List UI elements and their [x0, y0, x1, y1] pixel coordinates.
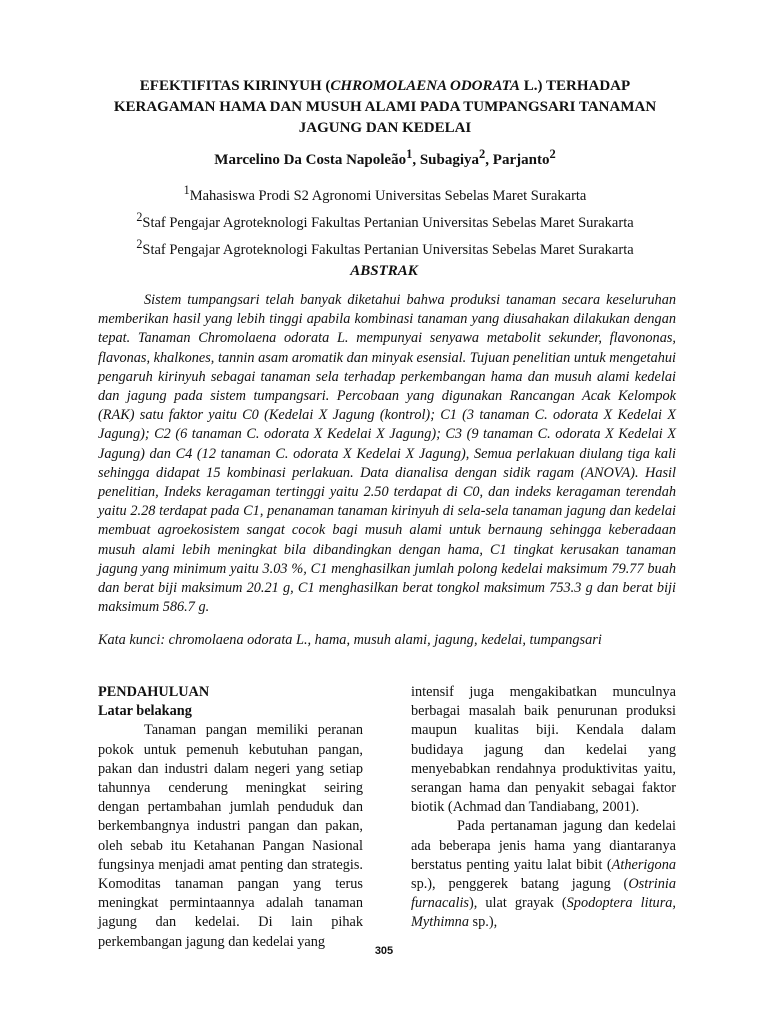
affiliation-text: Staf Pengajar Agroteknologi Fakultas Pertanian Universitas Sebelas Maret Surakarta — [142, 214, 634, 231]
author-superscript: 1 — [406, 147, 413, 161]
abstract-heading: ABSTRAK — [350, 263, 418, 279]
author-list: Marcelino Da Costa Napoleão$^1$, Subagiya$^2$, Parjanto$^2$ — [214, 147, 556, 168]
affiliation-superscript: 2 — [136, 209, 143, 224]
species-name: Ostrinia furnacalis — [411, 876, 676, 912]
paragraph-text: sp.), — [468, 914, 498, 931]
body-column-right — [411, 683, 676, 933]
keywords: Kata kunci: chromolaena odorata L., hama, musuh alami, jagung, kedelai, tumpangsari — [98, 632, 602, 648]
subsection-heading: Latar belakang — [98, 703, 192, 720]
author-name: Parjanto — [492, 152, 550, 168]
author-superscript: 2 — [549, 147, 556, 161]
affiliation-text: Mahasiswa Prodi S2 Agronomi Universitas Sebelas Maret Surakarta — [189, 187, 587, 204]
affiliation-superscript: 2 — [136, 236, 143, 251]
title-part-1: EFEKTIFITAS KIRINYUH ( — [139, 78, 331, 94]
page-number: 305 — [374, 945, 394, 957]
affiliation-line — [90, 207, 680, 234]
affiliation-list — [90, 180, 680, 260]
author-name: Subagiya — [419, 152, 480, 168]
paragraph-text: Pada pertanaman jagung dan kedelai ada beberapa jenis hama yang diantaranya berstatus penting yaitu lalat bibit ( — [411, 818, 676, 873]
abstract-text: Sistem tumpangsari telah banyak diketahui bahwa produksi tanaman secara keseluruhan memberikan hasil yang lebih tinggi apabila kombinasi tanaman yang diusahakan dilakukan dengan tepat. Tanaman Chromolaena odorata L. mempunyai senyawa metabolit sekunder, flavononas, flavonas, khalkones, tannin asam aromatik dan minyak esensial. Tujuan penelitian untuk mengetahui pengaruh kirinyuh sebagai tanaman sela terhadap perkembangan hama dan musuh alami kedelai dan jagung pada sistem tumpangsari. Percobaan yang digunakan Rancangan Acak Kelompok (RAK) satu faktor yaitu C0 (Kedelai X Jagung (kontrol); C1 (3 tanaman C. odorata X Kedelai X Jagung); C2 (6 tanaman C. odorata X Kedelai X Jagung); C3 (9 tanaman C. odorata X Kedelai X Jagung) dan C4 (12 tanaman C. odorata X Kedelai X Jagung), Semua perlakuan diulang tiga kali sehingga didapat 15 kombinasi perlakuan. Data dianalisa dengan sidik ragam (ANOVA). Hasil penelitian, Indeks keragaman tertinggi yaitu 2.50 terdapat di C0, dan indeks keragaman terendah yaitu 2.28 terdapat pada C1, penanaman tanaman kirinyuh di sela-sela tanaman jagung dan kedelai membuat agroekosistem sangat cocok bagi musuh alami untuk bernaung sehingga keberadaan musuh alami lebih meningkat bila dibandingkan dengan hama, C1 tingkat kerusakan tanaman jagung yang minimum yaitu 3.03 %, C1 menghasilkan jumlah polong kedelai maksimum 79.77 buah dan berat biji maksimum 20.21 g, C1 menghasilkan berat tongkol maksimum 753.3 g dan berat biji maksimum 586.7 g. — [98, 292, 676, 616]
affiliation-line — [90, 234, 680, 261]
affiliation-text: Staf Pengajar Agroteknologi Fakultas Pertanian Universitas Sebelas Maret Surakarta — [142, 241, 634, 258]
body-paragraph — [411, 817, 676, 932]
body-paragraph: intensif juga mengakibatkan munculnya berbagai masalah baik penurunan produksi maupun kualitas biji. Kendala dalam budidaya jagung dan kedelai yang menyebabkan rendahnya produktivitas yaitu, serangan hama dan penyakit sebagai faktor biotik (Achmad dan Tandiabang, 2001). — [411, 684, 676, 816]
paragraph-text: sp.), penggerek batang jagung ( — [411, 876, 629, 893]
author-superscript: 2 — [479, 147, 486, 161]
body-column-left — [98, 683, 363, 952]
affiliation-superscript: 1 — [183, 183, 190, 197]
author-name: Marcelino Da Costa Napoleão — [214, 152, 407, 168]
body-paragraph: Tanaman pangan memiliki peranan pokok untuk pemenuh kebutuhan pangan, pakan dan industri dalam negeri yang setiap tahunnya cenderung meningkat seiring dengan pertambahan jumlah penduduk dan berkembangnya industri pangan dan pakan, oleh sebab itu Ketahanan Pangan Nasional fungsinya menjadi amat penting dan strategis. Komoditas tanaman pangan yang terus meningkat permintaannya adalah tanaman jagung dan kedelai. Di lain pihak perkembangan jagung dan kedelai yang — [98, 722, 363, 950]
section-heading: PENDAHULUAN — [98, 684, 210, 700]
title-part-2: L.) TERHADAP KERAGAMAN HAMA DAN MUSUH ALAMI PADA TUMPANGSARI TANAMAN JAGUNG DAN KEDELAI — [113, 78, 657, 136]
species-name: Spodoptera litura, Mythimna — [411, 895, 676, 931]
affiliation-line — [90, 180, 680, 207]
species-name: Atherigona — [611, 856, 676, 873]
paper-title — [90, 76, 680, 139]
paragraph-text: ), ulat grayak ( — [468, 895, 567, 912]
title-species: CHROMOLAENA ODORATA — [330, 78, 521, 94]
